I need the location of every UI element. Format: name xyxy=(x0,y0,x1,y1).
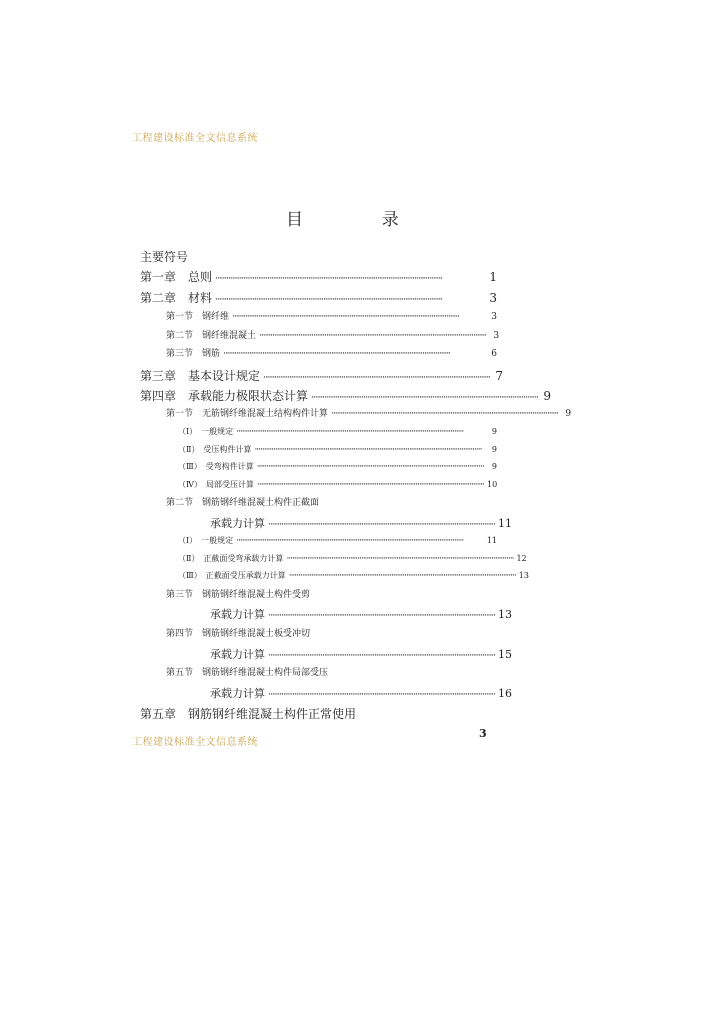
toc-entry-section: 第一节 钢纤维 ·························································································································· 3 xyxy=(166,312,497,322)
toc-entry-subsection: （Ⅱ） 正截面受弯承载力计算 ·························································································································· 12 xyxy=(178,554,527,564)
toc-entry-section: 第一节 无筋钢纤维混凝土结构构件计算 ·························································································································· 9 xyxy=(166,409,572,419)
toc-entry-chapter-3: 第三章 基本设计规定 ·························································································································· 7 xyxy=(140,369,504,383)
toc-entry-section: 第三节 钢筋钢纤维混凝土构件受剪 xyxy=(166,590,311,600)
toc-entry-chapter-2: 第二章 材料 ·························································································································· 3 xyxy=(140,291,497,305)
toc-entry-chapter-4: 第四章 承载能力极限状态计算 ·························································································································· 9 xyxy=(140,389,552,403)
toc-entry-continuation: 承载力计算 ·························································································································· 16 xyxy=(210,687,513,700)
toc-title: 目 录 xyxy=(286,210,399,230)
toc-entry-continuation: 承载力计算 ·························································································································· 13 xyxy=(210,608,513,621)
toc-entry-continuation: 承载力计算 ·························································································································· 11 xyxy=(210,517,513,530)
watermark-top: 工程建设标准全文信息系统 xyxy=(132,133,258,144)
toc-entry-section: 第五节 钢筋钢纤维混凝土构件局部受压 xyxy=(166,668,329,678)
toc-entry-subsection: （Ⅲ） 受弯构件计算 ·························································································································· 9 xyxy=(178,462,497,472)
toc-entry-continuation: 承载力计算 ·························································································································· 15 xyxy=(210,648,513,661)
toc-entry-chapter-1: 第一章 总则 ·························································································································· 1 xyxy=(140,270,497,284)
toc-entry-subsection: （Ⅳ） 局部受压计算 ·························································································································· 10 xyxy=(178,480,498,490)
page-number: 3 xyxy=(479,727,487,740)
toc-entry-section: 第四节 钢筋钢纤维混凝土板受冲切 xyxy=(166,629,311,639)
toc-entry-subsection: （Ⅲ） 正截面受压承载力计算 ·························································································································· 13 xyxy=(178,571,529,581)
toc-entry-subsection: （Ⅱ） 受压构件计算 ·························································································································· 9 xyxy=(178,445,497,455)
toc-entry-section: 第三节 钢筋 ·························································································································· 6 xyxy=(166,349,497,359)
toc-entry-section: 第二节 钢筋钢纤维混凝土构件正截面 xyxy=(166,498,320,508)
toc-entry-subsection: （Ⅰ） 一般规定 ·························································································································· 11 xyxy=(178,536,497,546)
toc-entry-chapter-5: 第五章 钢筋钢纤维混凝土构件正常使用 xyxy=(140,707,357,721)
toc-entry-subsection: （Ⅰ） 一般规定 ·························································································································· 9 xyxy=(178,427,497,437)
toc-entry-section: 第二节 钢纤维混凝土 ·························································································································· 3 xyxy=(166,331,500,341)
watermark-bottom: 工程建设标准全文信息系统 xyxy=(132,737,258,748)
toc-entry-symbols: 主要符号 xyxy=(140,250,189,264)
